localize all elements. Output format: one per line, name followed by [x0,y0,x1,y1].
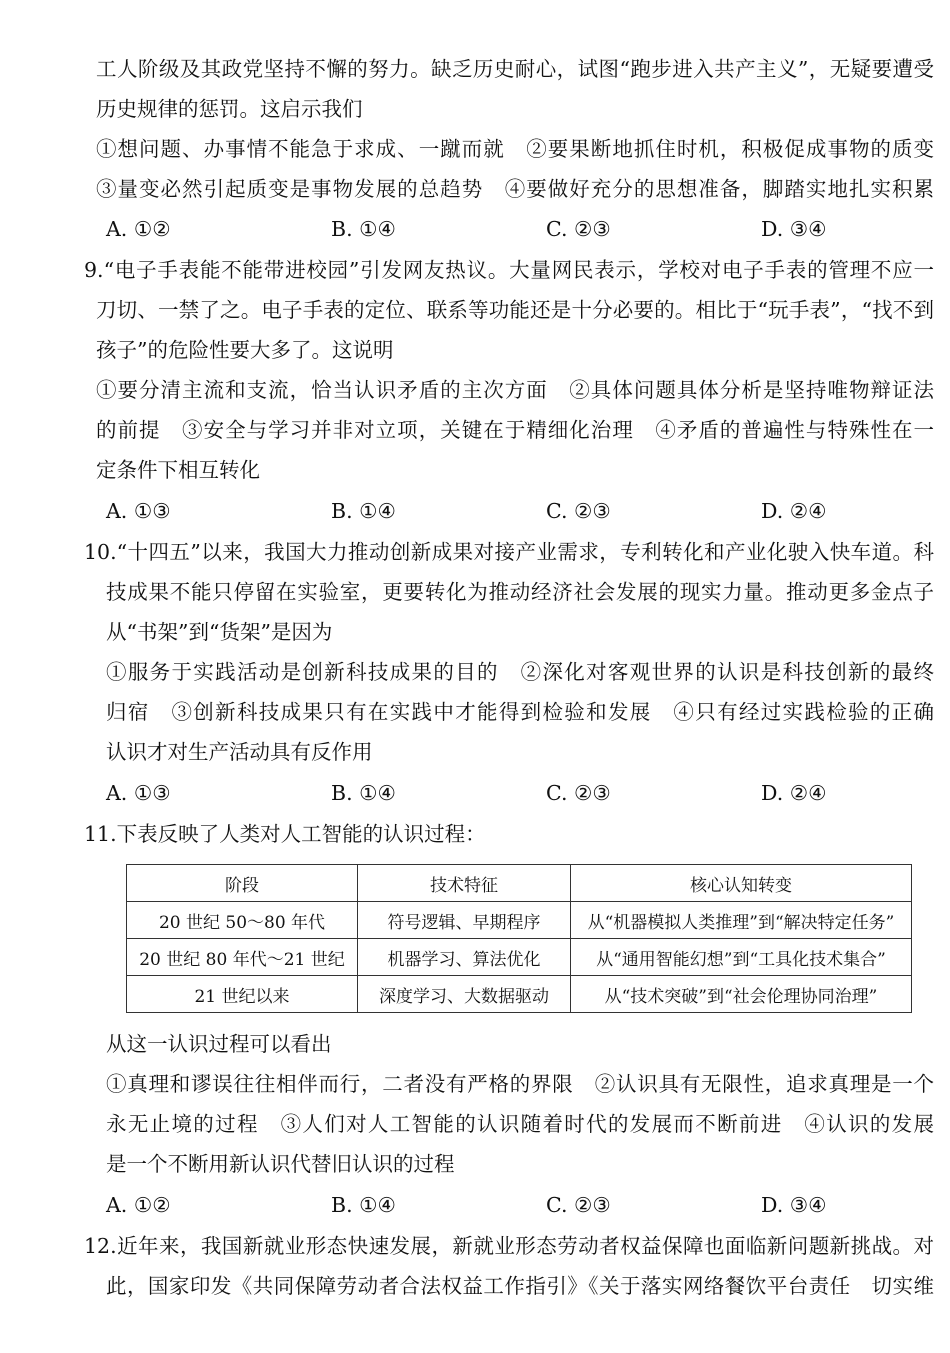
q10-option-d: D. ②④ [761,781,827,805]
q11-choice-line: 永无止境的过程 ③人们对人工智能的认识随着时代的发展而不断前进 ④认识的发展 [106,1112,934,1136]
table-row [127,976,912,1013]
q12-line: 此，国家印发《共同保障劳动者合法权益工作指引》《关于落实网络餐饮平台责任 切实维 [106,1274,934,1298]
q9-option-c: C. ②③ [546,499,611,523]
q12-number: 12. [84,1234,117,1258]
ai-cognition-table [126,864,912,1013]
q10-choice-line: 认识才对生产活动具有反作用 [106,740,373,764]
q8-option-c: C. ②③ [546,217,611,241]
q11-option-d: D. ③④ [761,1193,827,1217]
q9-option-d: D. ②④ [761,499,827,523]
q9-choice-line: ①要分清主流和支流，恰当认识矛盾的主次方面 ②具体问题具体分析是坚持唯物辩证法 [96,378,934,402]
q11-intro: 下表反映了人类对人工智能的认识过程： [116,822,486,846]
q9-choice-line: 定条件下相互转化 [96,458,260,482]
table-row [127,902,912,939]
q10-options [106,778,934,808]
q10-line: 技成果不能只停留在实验室，更要转化为推动经济社会发展的现实力量。推动更多金点子 [106,580,934,604]
q9-number: 9. [84,258,104,282]
q10-option-c: C. ②③ [546,781,611,805]
table-cell: 21 世纪以来 [127,976,358,1013]
table-cell: 从“技术突破”到“社会伦理协同治理” [571,976,912,1013]
table-cell: 机器学习、算法优化 [358,939,571,976]
q11-options [106,1190,934,1220]
q10-option-a: A. ①③ [106,781,171,805]
q9-stem: “电子手表能不能带进校园”引发网友热议。大量网民表示，学校对电子手表的管理不应一 [103,258,934,282]
q9-option-b: B. ①④ [331,499,396,523]
table-cell: 从“通用智能幻想”到“工具化技术集合” [571,939,912,976]
q11-first-line [84,819,934,849]
q9-line: 孩子”的危险性要大多了。这说明 [96,338,394,362]
table-row [127,939,912,976]
q8-option-a: A. ①② [106,217,171,241]
q8-choice-line: ③量变必然引起质变是事物发展的总趋势 ④要做好充分的思想准备，脚踏实地扎实积累 [96,177,934,201]
q10-line: 从“书架”到“货架”是因为 [106,620,333,644]
table-cell: 20 世纪 50～80 年代 [127,902,358,939]
q8-line: 历史规律的惩罚。这启示我们 [96,97,363,121]
table-cell: 20 世纪 80 年代～21 世纪 [127,939,358,976]
q11-option-c: C. ②③ [546,1193,611,1217]
table-header-cell: 阶段 [127,865,358,902]
q11-option-a: A. ①② [106,1193,171,1217]
q11-number: 11. [84,822,117,846]
table-header-row [127,865,912,902]
q9-choice-line: 的前提 ③安全与学习并非对立项，关键在于精细化治理 ④矛盾的普遍性与特殊性在一 [96,418,934,442]
q9-options [106,496,934,526]
q10-option-b: B. ①④ [331,781,396,805]
q8-choice-line: ①想问题、办事情不能急于求成、一蹴而就 ②要果断地抓住时机，积极促成事物的质变 [96,137,934,161]
q12-first-line [84,1231,934,1261]
table-header-cell: 技术特征 [358,865,571,902]
q12-stem: 近年来，我国新就业形态快速发展，新就业形态劳动者权益保障也面临新问题新挑战。对 [116,1234,934,1258]
q9-option-a: A. ①③ [106,499,171,523]
q8-option-b: B. ①④ [331,217,396,241]
q9-first-line [84,255,934,285]
q11-choice-line: ①真理和谬误往往相伴而行，二者没有严格的界限 ②认识具有无限性，追求真理是一个 [106,1072,934,1096]
q8-line: 工人阶级及其政党坚持不懈的努力。缺乏历史耐心，试图“跑步进入共产主义”，无疑要遭受 [96,57,934,81]
q10-choice-line: 归宿 ③创新科技成果只有在实践中才能得到检验和发展 ④只有经过实践检验的正确 [106,700,934,724]
q8-option-d: D. ③④ [761,217,827,241]
q10-choice-line: ①服务于实践活动是创新科技成果的目的 ②深化对客观世界的认识是科技创新的最终 [106,660,934,684]
table-cell: 符号逻辑、早期程序 [358,902,571,939]
q10-stem: “十四五”以来，我国大力推动创新成果对接产业需求，专利转化和产业化驶入快车道。科 [116,540,934,564]
table-header-cell: 核心认知转变 [571,865,912,902]
q10-number: 10. [84,540,117,564]
q10-first-line [84,537,934,567]
q8-options [106,214,934,244]
q11-option-b: B. ①④ [331,1193,396,1217]
q9-line: 刀切、一禁了之。电子手表的定位、联系等功能还是十分必要的。相比于“玩手表”，“找不到 [96,298,934,322]
table-cell: 从“机器模拟人类推理”到“解决特定任务” [571,902,912,939]
q11-line: 从这一认识过程可以看出 [106,1032,332,1056]
table-cell: 深度学习、大数据驱动 [358,976,571,1013]
q11-choice-line: 是一个不断用新认识代替旧认识的过程 [106,1152,455,1176]
